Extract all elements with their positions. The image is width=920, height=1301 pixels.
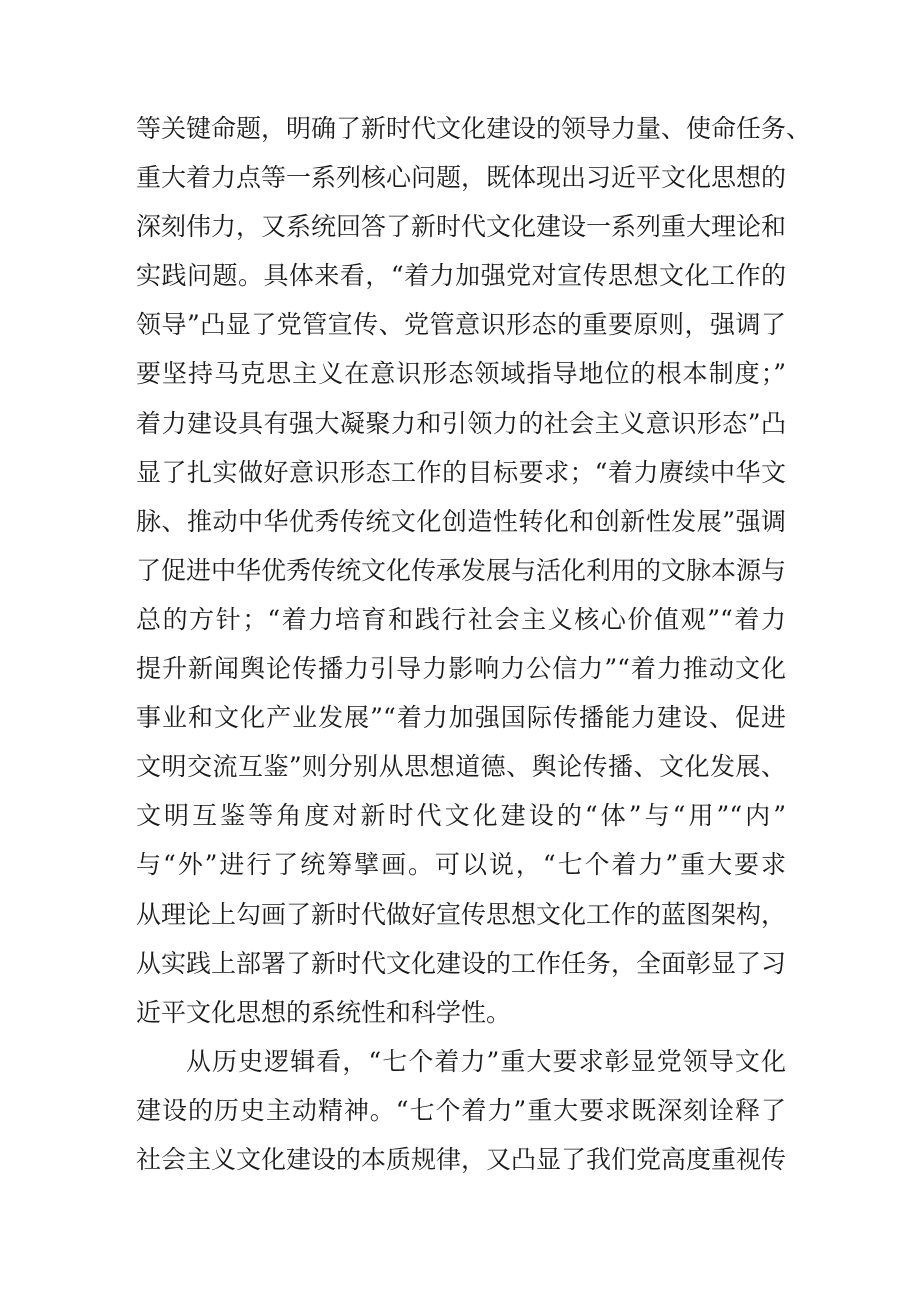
- text-line: 领导”凸显了党管宣传、党管意识形态的重要原则，强调了: [136, 310, 786, 340]
- text-line: 近平文化思想的系统性和科学性。: [136, 997, 512, 1027]
- text-line: 深刻伟力，又系统回答了新时代文化建设一系列重大理论和: [136, 212, 787, 242]
- text-line: 了促进中华优秀传统文化传承发展与活化利用的文脉本源与: [136, 555, 787, 585]
- text-line: 社会主义文化建设的本质规律，又凸显了我们党高度重视传: [136, 1144, 787, 1174]
- text-line: 总的方针；“着力培育和践行社会主义核心价值观”“着力: [136, 604, 786, 634]
- text-line: 从理论上勾画了新时代做好宣传思想文化工作的蓝图架构，: [136, 899, 787, 929]
- text-line: 等关键命题，明确了新时代文化建设的领导力量、使命任务、: [136, 114, 812, 143]
- text-line: 事业和文化产业发展”“着力加强国际传播能力建设、促进: [136, 703, 786, 733]
- text-line: 与“外”进行了统筹擘画。可以说，“七个着力”重大要求: [136, 850, 786, 880]
- text-line: 从实践上部署了新时代文化建设的工作任务，全面彰显了习: [136, 948, 787, 978]
- text-line: 文明互鉴等角度对新时代文化建设的“体”与“用”“内”: [136, 801, 786, 831]
- text-line: 着力建设具有强大凝聚力和引领力的社会主义意识形态”凸: [136, 408, 786, 438]
- text-line: 重大着力点等一系列核心问题，既体现出习近平文化思想的: [136, 163, 787, 193]
- text-line: 脉、推动中华优秀传统文化创造性转化和创新性发展”强调: [136, 506, 786, 536]
- text-line: 提升新闻舆论传播力引导力影响力公信力”“着力推动文化: [136, 654, 786, 684]
- text-line: 建设的历史主动精神。“七个着力”重大要求既深刻诠释了: [136, 1095, 786, 1125]
- body-text: [136, 104, 812, 1184]
- text-line: 从历史逻辑看，“七个着力”重大要求彰显党领导文化: [186, 1046, 786, 1076]
- text-line: 要坚持马克思主义在意识形态领域指导地位的根本制度；”: [136, 359, 786, 389]
- text-line: 实践问题。具体来看，“着力加强党对宣传思想文化工作的: [136, 261, 786, 291]
- text-line: 文明交流互鉴”则分别从思想道德、舆论传播、文化发展、: [136, 752, 786, 782]
- text-line: 显了扎实做好意识形态工作的目标要求；“着力赓续中华文: [136, 457, 786, 487]
